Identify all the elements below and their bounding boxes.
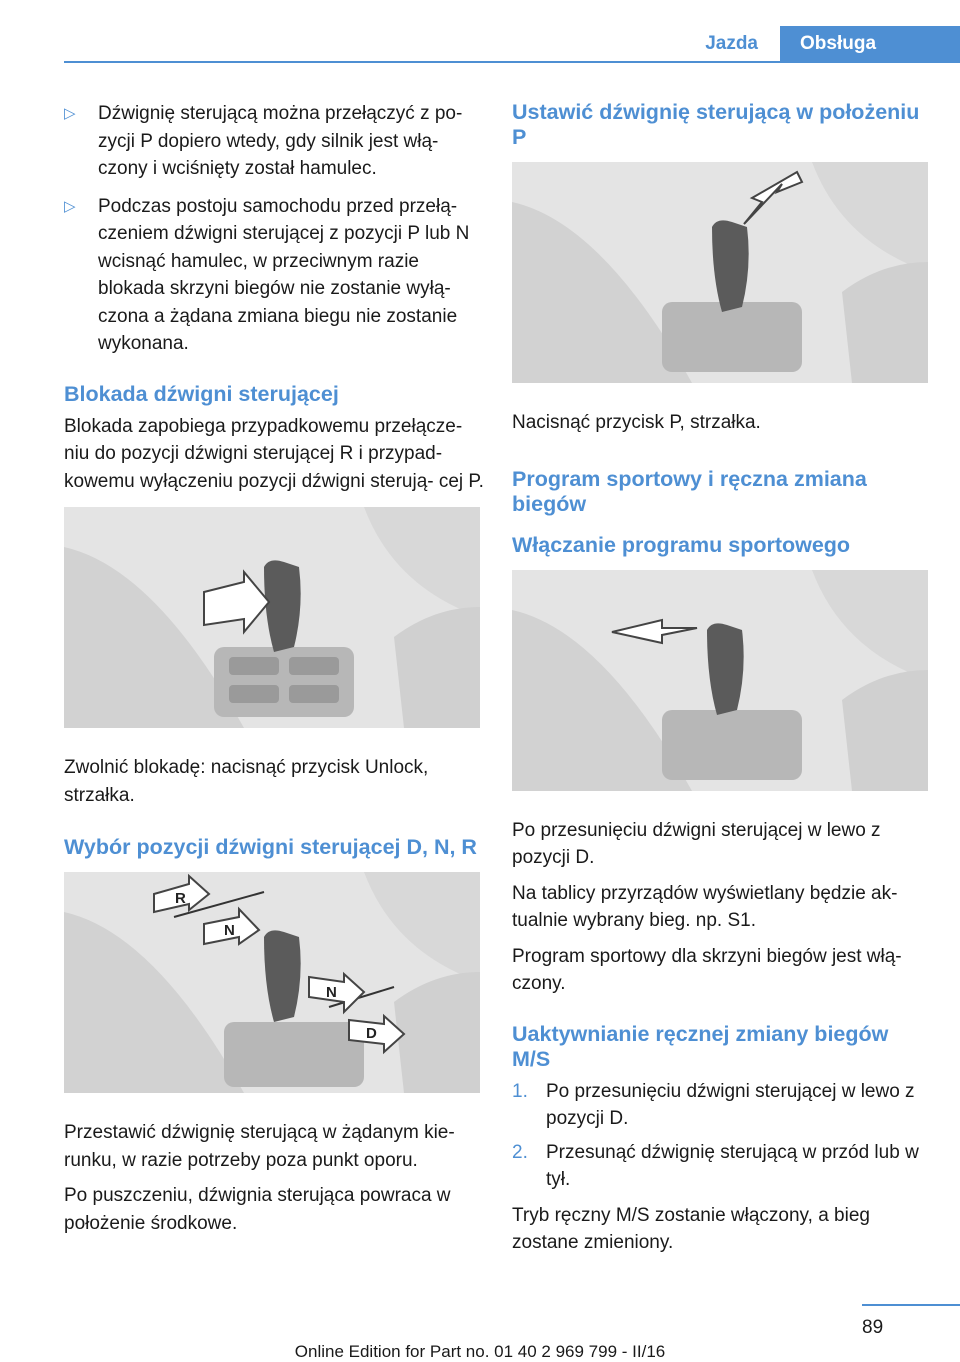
figure-caption: Przestawić dźwignię sterującą w żądanym kie‐ runku, w razie potrzeby poza punkt oporu.	[64, 1122, 455, 1171]
step-number: 1.	[512, 1080, 528, 1102]
section-title-lever-lock: Blokada dźwigni sterującej	[64, 381, 339, 406]
left-column	[64, 100, 484, 1245]
paragraph: Na tablicy przyrządów wyświetlany będzie ak‐ tualnie wybrany bieg. np. S1.	[512, 882, 898, 931]
list-item	[512, 1139, 932, 1194]
list-item	[64, 100, 484, 183]
triangle-right-icon: ▷	[64, 105, 76, 122]
figure-caption: Zwolnić blokadę: nacisnąć przycisk Unlock, strzałka.	[64, 757, 429, 806]
tab-obsluga[interactable]: Obsługa	[780, 26, 960, 62]
footer-rule	[862, 1304, 960, 1306]
step-text: Po przesunięciu dźwigni sterującej w lewo z pozycji D.	[546, 1080, 915, 1129]
subsection-title-manual-mode: Uaktywnianie ręcznej zmiany biegów M/S	[512, 1021, 889, 1071]
edition-footer: Online Edition for Part no. 01 40 2 969 799 - II/16	[294, 1342, 666, 1361]
header-tabs	[683, 26, 960, 62]
list-item	[512, 1078, 932, 1133]
page-number: 89	[862, 1317, 884, 1338]
section-title-sport-program: Program sportowy i ręczna zmiana biegów	[512, 466, 867, 516]
bullet-text: Podczas postoju samochodu przed przełą‐ czeniem dźwigni sterującej z pozycji P lub N wcisnąć hamulec, w przeciwnym razie blokada skrzyni biegów nie zostanie wyłą‐ czona a żądana zmiana biegu nie zostanie wykonana.	[98, 195, 470, 354]
step-number: 2.	[512, 1141, 528, 1163]
step-text: Przesunąć dźwignię sterującą w przód lub w tył.	[546, 1141, 919, 1190]
list-item	[64, 193, 484, 358]
steps-list	[512, 1078, 932, 1194]
header-rule	[64, 61, 960, 63]
figure-unlock-button	[64, 507, 480, 728]
figure-caption: Nacisnąć przycisk P, strzałka.	[512, 412, 761, 433]
gear-label-d: D	[366, 1025, 377, 1042]
paragraph: Po puszczeniu, dźwignia sterująca powraca w położenie środkowe.	[64, 1185, 451, 1234]
paragraph: Program sportowy dla skrzyni biegów jest włą‐ czony.	[512, 945, 902, 994]
tab-jazda[interactable]: Jazda	[705, 33, 758, 54]
warning-bullet-list	[64, 100, 484, 358]
figure-sport-mode	[512, 570, 928, 791]
paragraph: Blokada zapobiega przypadkowemu przełącze‐ niu do pozycji dźwigni sterującej R i przypad‐ kowemu wyłączeniu pozycji dźwigni sterują‐ cej P.	[64, 415, 484, 492]
paragraph: Po przesunięciu dźwigni sterującej w lewo z pozycji D.	[512, 819, 881, 868]
figure-park-button	[512, 162, 928, 383]
gear-label-n-upper: N	[224, 922, 235, 939]
section-title-select-position: Wybór pozycji dźwigni sterującej D, N, R	[64, 835, 477, 859]
subsection-title-enable-sport: Włączanie programu sportowego	[512, 532, 851, 557]
bullet-text: Dźwignię sterującą można przełączyć z po‐ zycji P dopiero wtedy, gdy silnik jest włą‐ czony i wciśnięty został hamulec.	[98, 103, 463, 179]
gear-label-n-lower: N	[326, 984, 337, 1001]
section-title-park-position: Ustawić dźwignię sterującą w położeniu P	[512, 100, 920, 149]
figure-lever-positions	[64, 872, 480, 1093]
triangle-right-icon: ▷	[64, 197, 76, 215]
gear-label-r: R	[175, 890, 186, 907]
paragraph: Tryb ręczny M/S zostanie włączony, a bieg zostane zmieniony.	[512, 1204, 870, 1253]
right-column	[512, 100, 932, 1265]
